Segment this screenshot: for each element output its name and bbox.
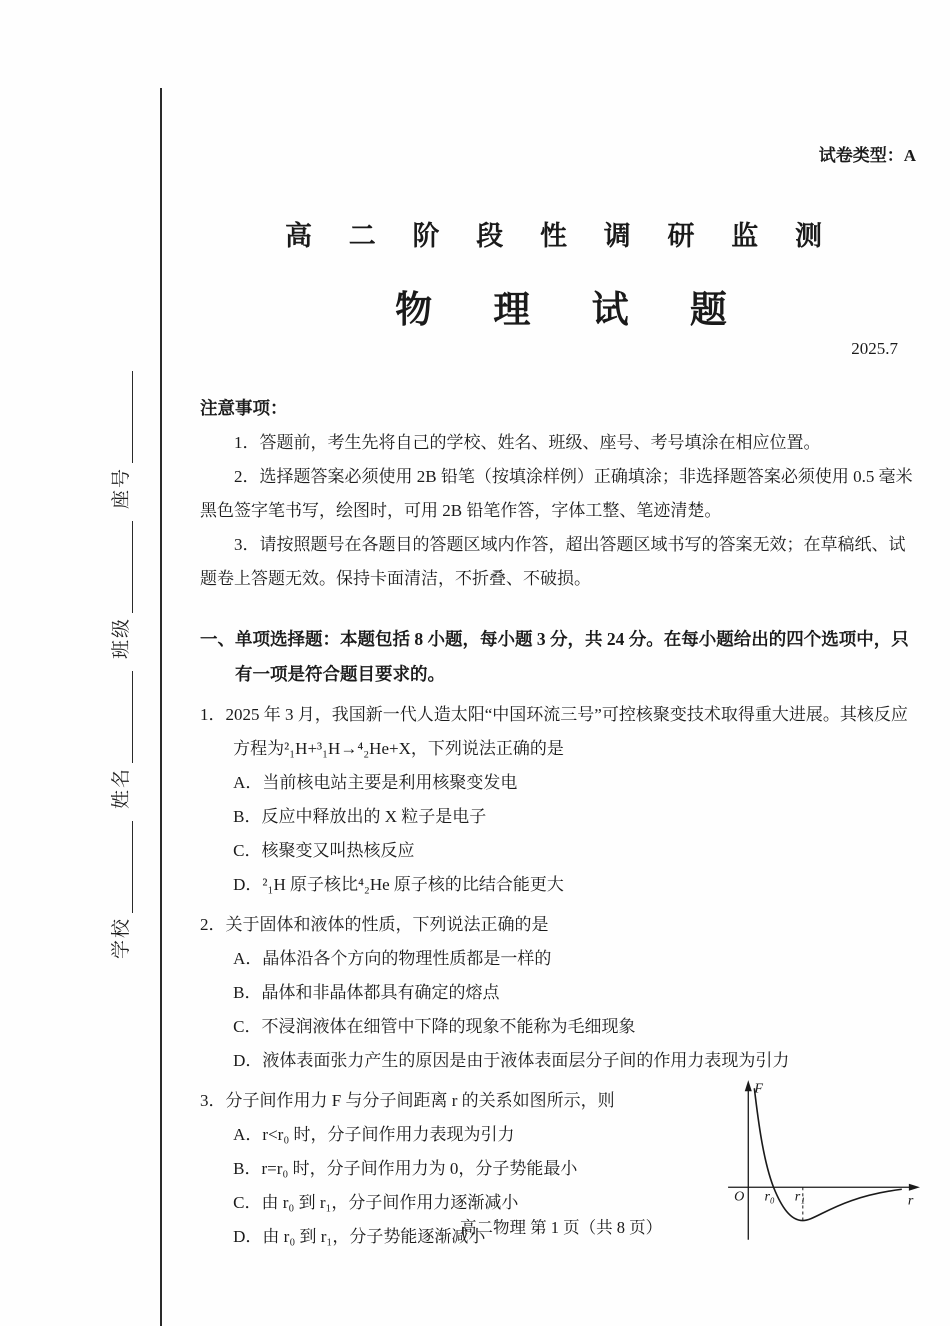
question-3-option-a: A．r<r₀ 时，分子间作用力表现为引力 — [233, 1124, 515, 1144]
page-content — [200, 0, 922, 1254]
f-axis-arrow — [745, 1080, 752, 1091]
question-2-option-d: D．液体表面张力产生的原因是由于液体表面层分子间的作用力表现为引力 — [233, 1050, 790, 1070]
question-1-option-c: C．核聚变又叫热核反应 — [233, 840, 415, 860]
question-2-option-a: A．晶体沿各个方向的物理性质都是一样的 — [233, 948, 552, 968]
question-2-option-c: C．不浸润液体在细管中下降的现象不能称为毛细现象 — [233, 1016, 636, 1036]
notice-item-2: 2．选择题答案必须使用 2B 铅笔（按填涂样例）正确填涂；非选择题答案必须使用 0.5 毫米黑色签字笔书写，绘图时，可用 2B 铅笔作答，字体工整、笔迹清楚。 — [200, 466, 913, 520]
question-1 — [200, 698, 922, 902]
question-3-stem: 3．分子间作用力 F 与分子间距离 r 的关系如图所示，则 — [200, 1090, 615, 1110]
question-1-stem: 1．2025 年 3 月，我国新一代人造太阳“中国环流三号”可控核聚变技术取得重大进展。其核反应方程为²₁H+³₁H→⁴₂He+X，下列说法正确的是 — [200, 704, 908, 758]
margin-field-name-blank — [111, 671, 133, 763]
margin-field-seat-label: 座号 — [111, 466, 132, 509]
margin-field-name-label: 姓名 — [111, 767, 132, 810]
notice-item-1: 1．答题前，考生先将自己的学校、姓名、班级、座号、考号填涂在相应位置。 — [234, 432, 821, 452]
page-footer: 高二物理 第 1 页（共 8 页） — [459, 1218, 663, 1237]
margin-field-seat-blank — [111, 371, 133, 463]
question-2-stem: 2．关于固体和液体的性质，下列说法正确的是 — [200, 914, 549, 934]
margin-field-class-blank — [111, 521, 133, 613]
notice-heading: 注意事项： — [200, 397, 288, 418]
paper-type-label: 试卷类型：A — [818, 146, 916, 165]
question-1-options — [200, 766, 922, 902]
question-2-option-b: B．晶体和非晶体都具有确定的熔点 — [233, 982, 500, 1002]
origin-label: O — [734, 1188, 745, 1205]
margin-field-class — [106, 521, 133, 659]
margin-field-seat — [106, 371, 133, 509]
margin-field-school-blank — [111, 821, 133, 913]
r0-label: r₀ — [764, 1188, 775, 1205]
margin-field-school-label: 学校 — [111, 917, 132, 960]
section-heading: 一、单项选择题：本题包括 8 小题，每小题 3 分，共 24 分。在每小题给出的四个选项中，只有一项是符合题目要求的。 — [200, 628, 909, 684]
margin-fields — [103, 315, 133, 1015]
exam-date: 2025.7 — [851, 339, 898, 359]
question-3-option-c: C．由 r₀ 到 r₁，分子间作用力逐渐减小 — [233, 1192, 519, 1212]
binding-line — [160, 88, 162, 1326]
question-1-option-d: D．²₁H 原子核比⁴₂He 原子核的比结合能更大 — [233, 874, 564, 894]
force-curve — [754, 1088, 901, 1220]
r-axis-label: r — [907, 1192, 914, 1209]
exam-subtitle: 物 理 试 题 — [395, 289, 753, 331]
margin-field-name — [106, 671, 133, 809]
question-1-option-b: B．反应中释放出的 X 粒子是电子 — [233, 806, 487, 826]
question-2 — [200, 908, 922, 1078]
exam-title: 高 二 阶 段 性 调 研 监 测 — [285, 221, 837, 252]
question-1-option-a: A．当前核电站主要是利用核聚变发电 — [233, 772, 518, 792]
question-2-options — [200, 942, 922, 1078]
f-axis-label: F — [754, 1080, 763, 1097]
r-axis-arrow — [909, 1184, 920, 1191]
margin-field-class-label: 班级 — [111, 616, 132, 659]
question-3-option-d: D．由 r₀ 到 r₁，分子势能逐渐减小 — [233, 1226, 486, 1246]
r1-label: r₁ — [794, 1188, 806, 1205]
notice-item-3: 3．请按照题号在各题目的答题区域内作答，超出答题区域书写的答案无效；在草稿纸、试题卷上答题无效。保持卡面清洁，不折叠、不破损。 — [200, 534, 906, 588]
margin-field-school — [106, 821, 133, 959]
question-3-option-b: B．r=r₀ 时，分子间作用力为 0，分子势能最小 — [233, 1158, 578, 1178]
